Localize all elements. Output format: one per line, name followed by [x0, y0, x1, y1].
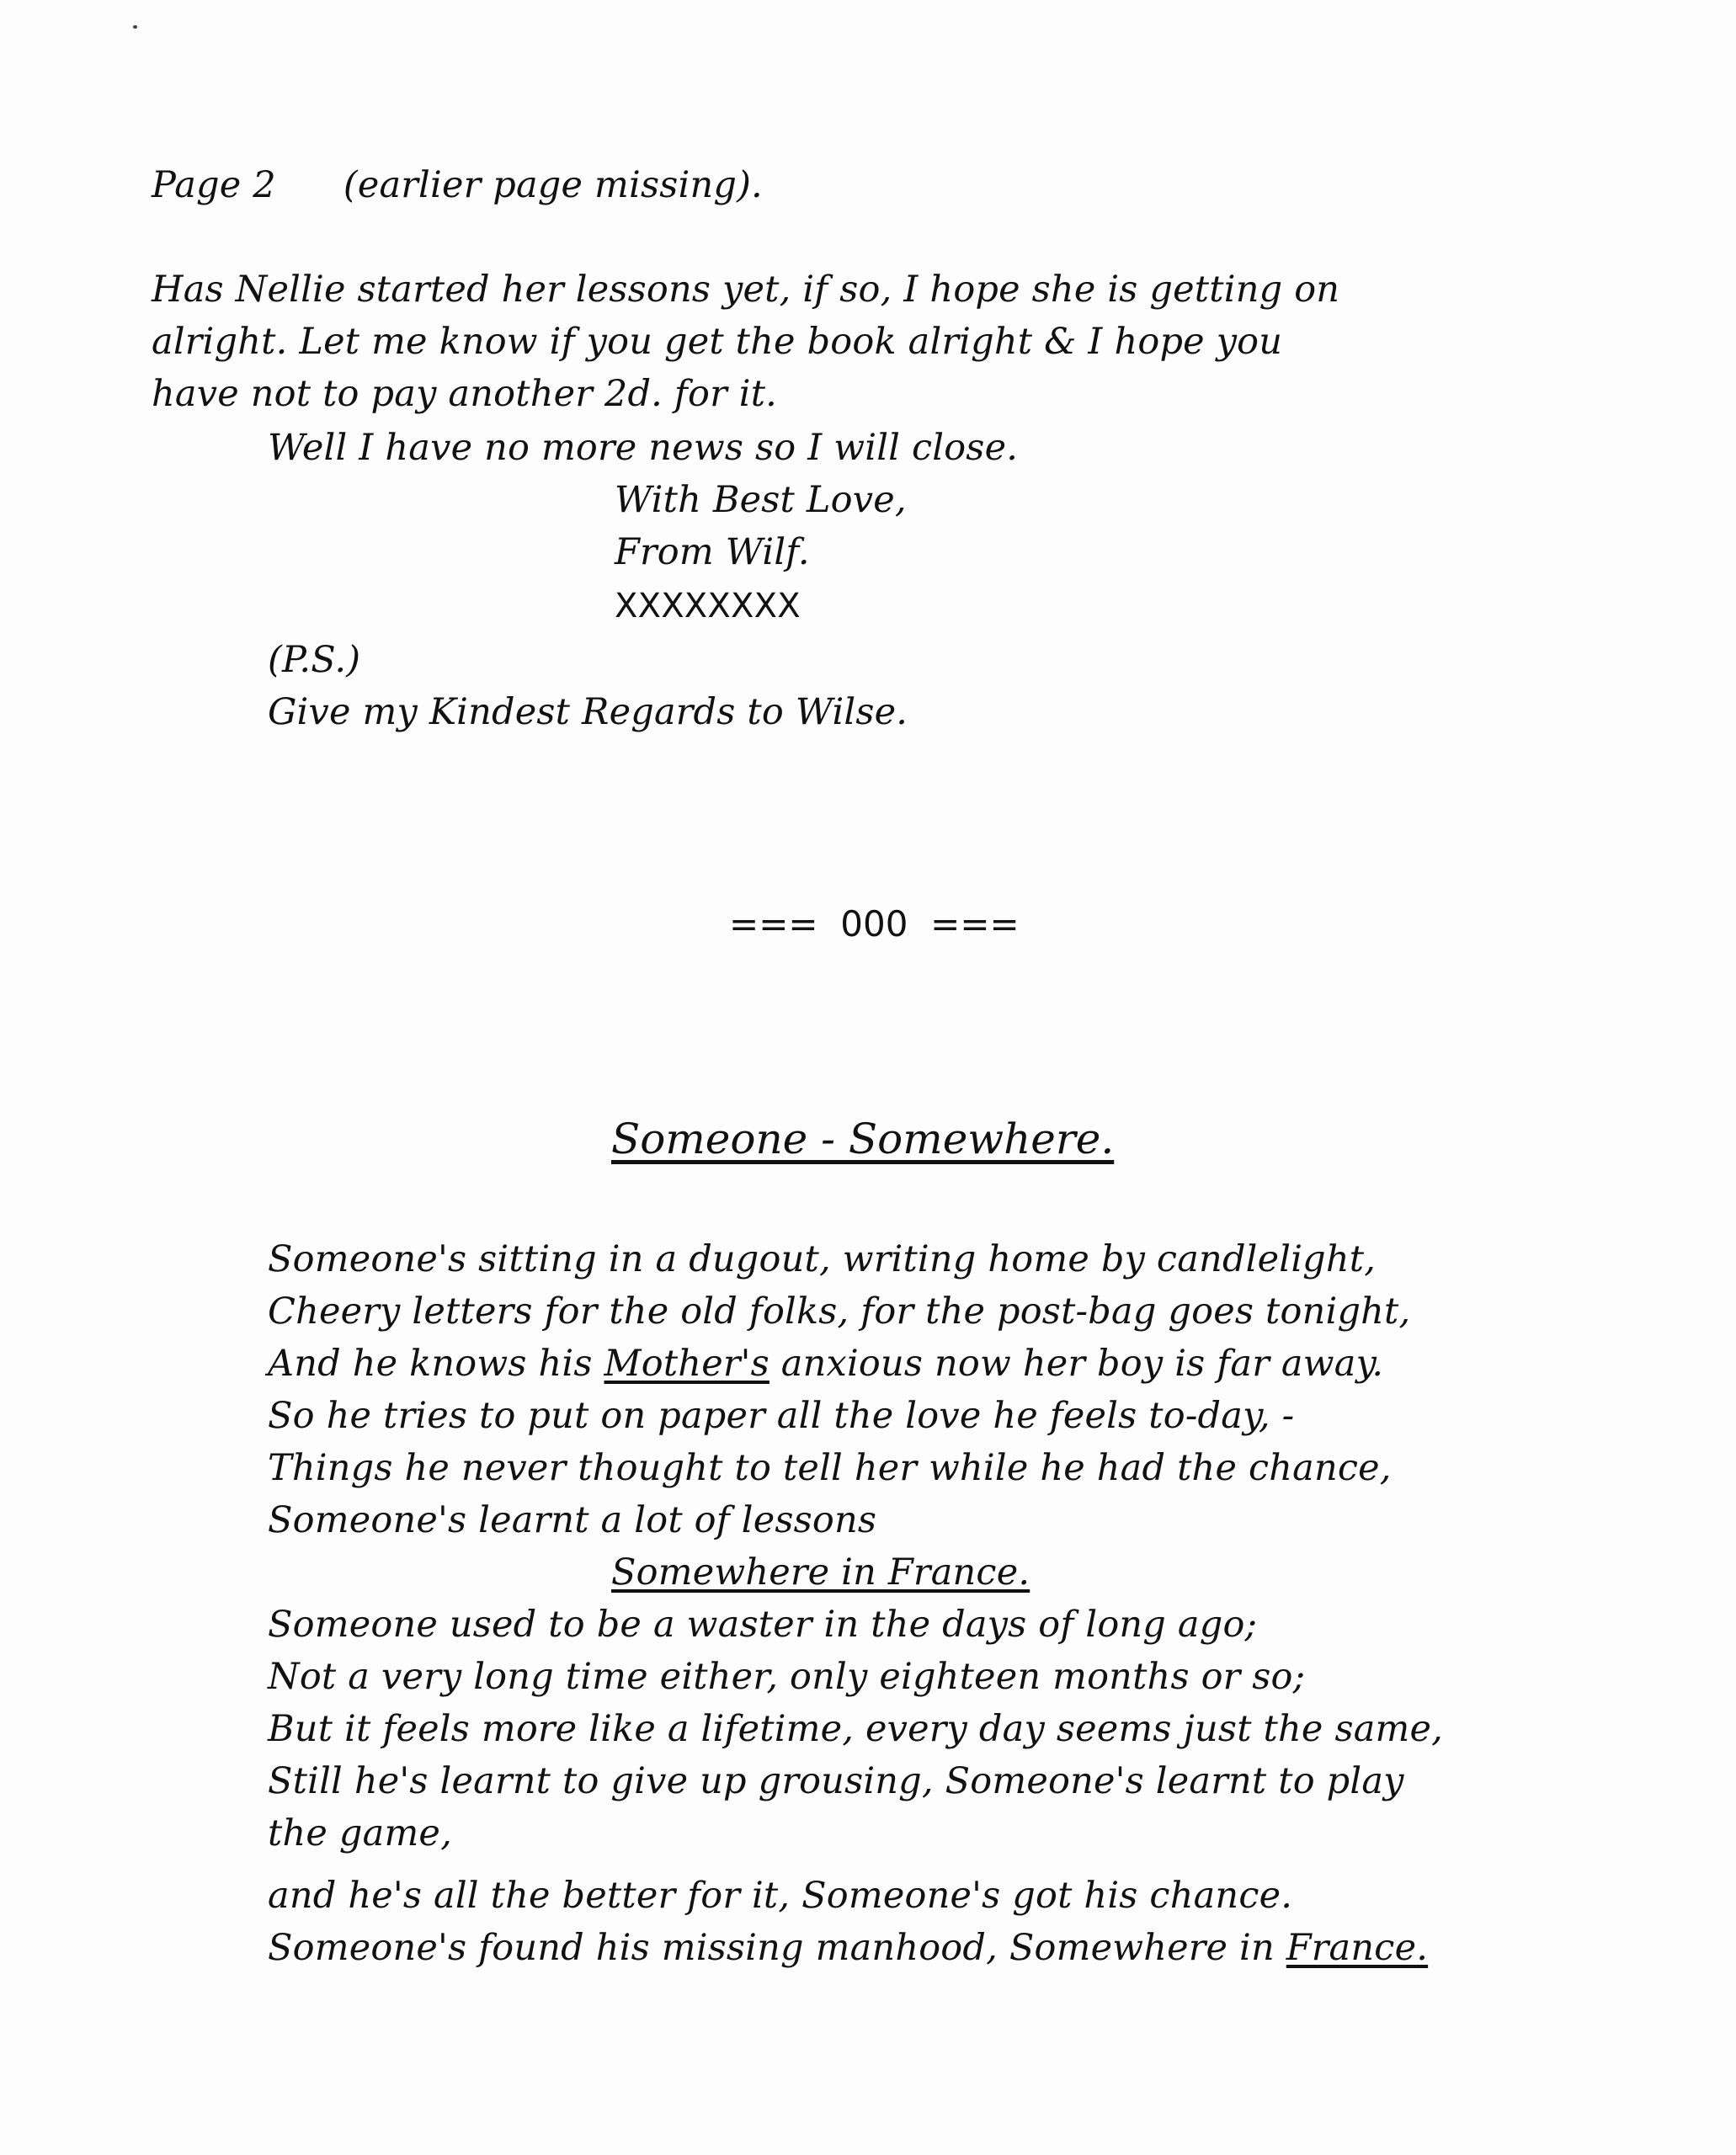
poem-s1-line-2: Cheery letters for the old folks, for the post-bag goes tonight, — [268, 1290, 1411, 1333]
section-divider: === 000 === — [729, 903, 1020, 944]
letter-line-2: alright. Let me know if you get the book alright & I hope you — [152, 321, 1283, 363]
letter-closing-line: Well I have no more news so I will close. — [268, 427, 1019, 469]
poem-s2-line-7 — [268, 1923, 1428, 1973]
poem-s2-line-1: Someone used to be a waster in the days of long ago; — [268, 1604, 1258, 1646]
poem-s1-refrain: Somewhere in France. — [611, 1551, 1030, 1594]
poem-s1-line-1: Someone's sitting in a dugout, writing home by candlelight, — [268, 1238, 1377, 1280]
poem-s2-line-5: the game, — [268, 1812, 452, 1854]
letter-line-3: have not to pay another 2d. for it. — [152, 373, 778, 415]
poem-s2-line-4: Still he's learnt to give up grousing, Someone's learnt to play — [268, 1760, 1404, 1802]
ps-text: Give my Kindest Regards to Wilse. — [268, 691, 908, 733]
poem-s1-line-5: Things he never thought to tell her while he had the chance, — [268, 1447, 1392, 1489]
poem-s1-line-3 — [268, 1338, 1383, 1389]
poem-s1-line-4: So he tries to put on paper all the love he feels to-day, - — [268, 1395, 1295, 1437]
poem-s1-line-3-b: anxious now her boy is far away. — [769, 1343, 1384, 1385]
ps-label: (P.S.) — [268, 639, 361, 681]
poem-title: Someone - Somewhere. — [611, 1115, 1115, 1163]
poem-s2-line-2: Not a very long time either, only eighteen months or so; — [268, 1656, 1306, 1698]
poem-s1-line-6: Someone's learnt a lot of lessons — [268, 1499, 877, 1541]
poem-s2-line-7-a: Someone's found his missing manhood, Somewhere in — [268, 1927, 1286, 1969]
poem-s2-line-3: But it feels more like a lifetime, every day seems just the same, — [268, 1708, 1444, 1750]
letter-line-1: Has Nellie started her lessons yet, if so, I hope she is getting on — [152, 269, 1340, 311]
poem-s1-line-3-underlined: Mother's — [604, 1343, 769, 1385]
kisses: XXXXXXXX — [615, 587, 801, 625]
poem-s2-line-7-underlined: France. — [1286, 1927, 1429, 1969]
sign-off-greeting: With Best Love, — [615, 479, 907, 521]
page-note: (earlier page missing). — [343, 164, 763, 206]
stray-ink-mark — [133, 25, 137, 29]
sign-off-name: From Wilf. — [615, 531, 810, 573]
page-label: Page 2 — [152, 164, 276, 206]
page-label-line — [152, 160, 763, 210]
poem-s2-line-6: and he's all the better for it, Someone's got his chance. — [268, 1875, 1293, 1917]
poem-s1-line-3-a: And he knows his — [268, 1343, 604, 1385]
